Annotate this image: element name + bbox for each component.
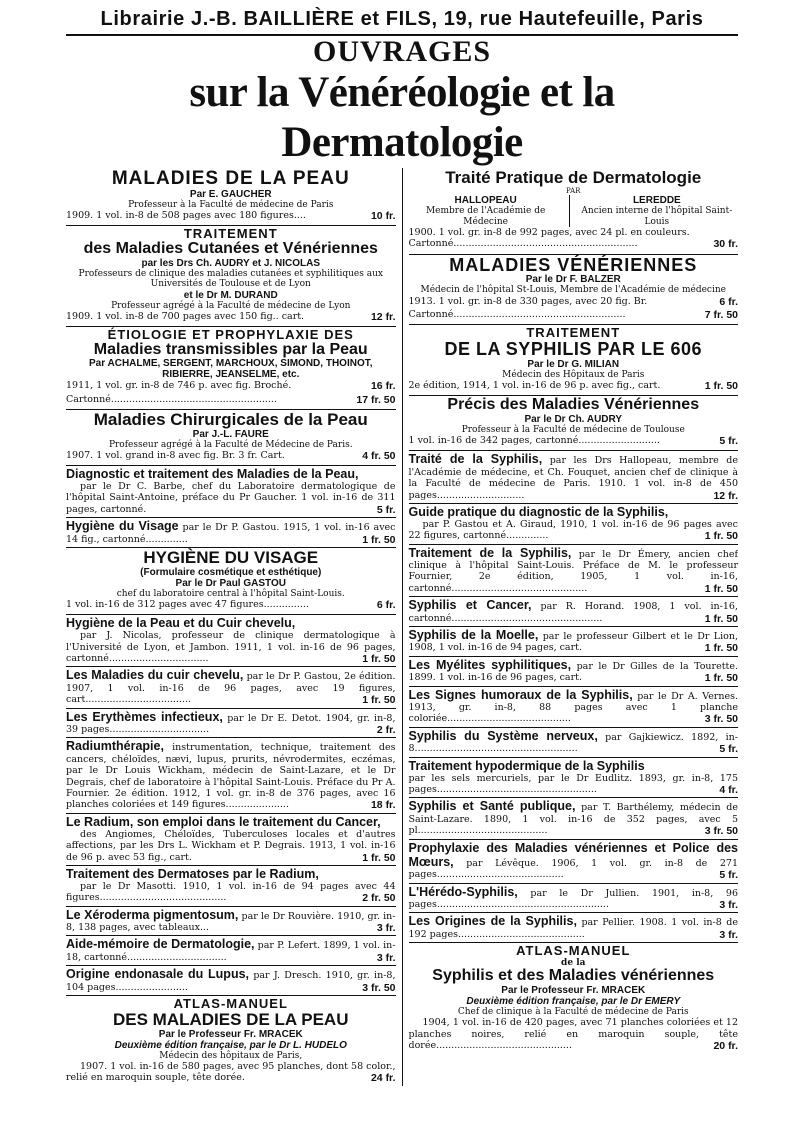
- entry-maladies-peau: [66, 168, 396, 226]
- entry-details-cart: Cartonné............................................................. 30 fr.: [408, 238, 738, 251]
- entry-title: Traité Pratique de Dermatologie: [445, 168, 702, 187]
- page-title-line1: OUVRAGES: [312, 35, 492, 68]
- entry-title: DES MALADIES DE LA PEAU: [112, 1009, 349, 1029]
- entry-price-cart: 17 fr. 50: [356, 393, 396, 406]
- entry-details: 1913. 1 vol. gr. in-8 de 330 pages, avec 20 fig. Br. 6 fr.: [408, 295, 738, 308]
- author-right: LEREDDE Ancien interne de l'hôpital Saint-Louis: [581, 194, 733, 227]
- entry-price: 5 fr.: [719, 743, 738, 756]
- entry-myelites: [409, 657, 739, 687]
- entry-hypodermique: [409, 758, 739, 799]
- entry-title: Syphilis de la Moelle,: [408, 628, 539, 643]
- entry-text: Hygiène du Visage par le Dr P. Gastou. 1915, 1 vol. in-16 avec 14 fig., cartonné.............. 1 fr. 50: [66, 519, 396, 546]
- entry-desc: Médecin des Hôpitaux de Paris: [502, 369, 645, 380]
- entry-price: 4 fr.: [719, 783, 738, 796]
- entry-traite-dermatologie: [409, 168, 739, 255]
- entry-price: 3 fr. 50: [704, 825, 738, 838]
- entry-precis-veneriennes: [409, 396, 739, 451]
- entry-sante-publique: [409, 798, 739, 839]
- entry-author: Par E. GAUCHER: [189, 188, 272, 200]
- entry-text: 1907. 1 vol. in-16 de 580 pages, avec 95 planches, dont 58 color., relié en maroquin souple, tête dorée. 24 fr.: [66, 1060, 396, 1085]
- entry-title: Les Maladies du cuir chevelu,: [66, 668, 244, 683]
- entry-title: Les Signes humoraux de la Syphilis,: [408, 687, 633, 702]
- entry-text: L'Hérédo-Syphilis, par le Dr Jullien. 1901, in-8, 96 pages......................................................... 3 fr.: [408, 884, 738, 912]
- entry-text: Prophylaxie des Maladies vénériennes et Police des Mœurs, par Lévêque. 1906, 1 vol. gr. in-8 de 271 pages.......................................... 5 fr.: [408, 840, 738, 882]
- entry-price: 1 fr. 50: [362, 851, 396, 864]
- entry-title: Le Xéroderma pigmentosum,: [66, 907, 239, 922]
- entry-price: 1 fr. 50: [704, 642, 738, 655]
- entry-title: L'Hérédo-Syphilis,: [408, 884, 518, 899]
- entry-text: par le Dr Masotti. 1910, 1 vol. in-16 de 94 pages avec 44 figures.......................................... 2 fr. 50: [66, 880, 396, 905]
- entry-subtitle: (Formulaire cosmétique et esthétique): [140, 566, 322, 578]
- entry-par: PAR: [566, 186, 581, 195]
- entry-title: Syphilis et Cancer,: [408, 598, 532, 613]
- entry-title: Traité de la Syphilis,: [408, 452, 543, 467]
- entry-title: des Maladies Cutanées et Vénériennes: [83, 240, 378, 258]
- entry-author: Par le Dr F. BALZER: [525, 274, 621, 286]
- entry-text: des Angiomes, Chéloïdes, Tuberculoses locales et d'autres affections, par les Drs L. Wickham et P. Degrais. 1913, 1 vol. in-16 de 96 p. avec 53 fig., cart. 1 fr. 50: [66, 828, 396, 864]
- entry-title: Syphilis et Santé publique,: [408, 799, 576, 814]
- entry-radiumtherapie: [66, 738, 396, 813]
- entry-text: Radiumthérapie, instrumentation, technique, traitement des cancers, chéloïdes, nævi, lupus, prurits, névrodermites, eczémas, par le Dr Louis Wickham, médecin de Saint-Lazare, et le Dr Degrais, chef de laboratoire à l'hôpital Saint-Louis. Préface du Pr A. Fournier. 2e édition. 1912, 1 vol. gr. in-8 de 376 pages, avec 16 planches coloriées et 149 figures..................... 18 fr.: [66, 739, 396, 812]
- entry-price: 18 fr.: [370, 799, 396, 812]
- entry-price: 1 fr. 50: [704, 672, 738, 685]
- entry-price: 5 fr.: [376, 503, 396, 516]
- entry-pretitle: TRAITEMENT: [183, 226, 278, 242]
- entry-details-cart: Cartonné......................................................... 7 fr. 50: [408, 308, 738, 321]
- entry-desc: Professeur à la Faculté de médecine de Paris: [128, 199, 334, 210]
- entry-diagnostic-peau: [66, 466, 396, 518]
- entry-edition: Deuxième édition française, par le Dr EMERY: [466, 996, 681, 1008]
- entry-author: Par le Dr G. MILIAN: [527, 358, 620, 370]
- entry-desc2: Professeur agrégé à la Faculté de médecine de Lyon: [111, 300, 351, 311]
- columns: [66, 168, 738, 1086]
- entry-title: Guide pratique du diagnostic de la Syphilis,: [408, 504, 669, 519]
- entry-title: MALADIES VÉNÉRIENNES: [449, 254, 698, 275]
- entry-details-cart: Cartonné....................................................... 17 fr. 50: [66, 393, 396, 406]
- entry-author: Par J.-L. FAURE: [192, 428, 269, 440]
- entry-author2: et le Dr M. DURAND: [183, 289, 278, 301]
- entry-price: 24 fr.: [370, 1072, 396, 1085]
- entry-text: Les Maladies du cuir chevelu, par le Dr P. Gastou, 2e édition. 1907, 1 vol. in-16 de 96 pages, avec 19 figures, cart................................... 1 fr. 50: [66, 668, 396, 707]
- entry-text: Les Erythèmes infectieux, par le Dr E. Detot. 1904, gr. in-8, 39 pages................................. 2 fr.: [66, 709, 396, 736]
- entry-text: par P. Gastou et A. Giraud, 1910, 1 vol. in-16 de 96 pages avec 22 figures, cartonné.............. 1 fr. 50: [408, 518, 738, 543]
- entry-pretitle: ATLAS-MANUEL: [173, 996, 288, 1012]
- entry-prophylaxie: [409, 840, 739, 884]
- author-left: HALLOPEAU Membre de l'Académie de Médecine: [425, 194, 546, 227]
- entry-title: Les Erythèmes infectieux,: [66, 709, 223, 724]
- entry-atlas-peau: [66, 996, 396, 1086]
- entry-desc: Médecin de l'hôpital St-Louis, Membre de l'Académie de médecine: [420, 285, 726, 296]
- entry-details: 1900. 1 vol. gr. in-8 de 992 pages, avec 24 pl. en couleurs.: [408, 227, 690, 239]
- entry-author: par les Drs Ch. AUDRY et J. NICOLAS: [141, 257, 321, 269]
- entry-author: Par le Dr Ch. AUDRY: [524, 413, 623, 425]
- entry-text: Les Myélites syphilitiques, par le Dr Gilles de la Tourette. 1899. 1 vol. in-16 de 96 pages, cart. 1 fr. 50: [408, 657, 738, 685]
- entry-price: 10 fr.: [370, 210, 396, 223]
- entry-desc: Professeurs de clinique des maladies cutanées et syphilitiques aux Universités de Toulouse et de Lyon: [78, 268, 383, 290]
- entry-text: Origine endonasale du Lupus, par J. Dresch. 1910, gr. in-8, 104 pages........................ 3 fr. 50: [66, 967, 396, 994]
- entry-text: Syphilis de la Moelle, par le professeur Gilbert et le Dr Lion, 1908, 1 vol. in-16 de 94 pages, cart. 1 fr. 50: [408, 628, 738, 655]
- entry-guide-syphilis: [409, 504, 739, 545]
- entry-price: 3 fr. 50: [362, 981, 396, 994]
- entry-pretitle2: de la: [561, 957, 586, 968]
- entry-price: 1 fr. 50: [362, 694, 396, 707]
- entry-price: 3 fr. 50: [704, 713, 738, 726]
- entry-text: Aide-mémoire de Dermatologie, par P. Lefert. 1899, 1 vol. in-18, cartonné................................. 3 fr.: [66, 937, 396, 964]
- entry-price: 2 fr.: [376, 724, 396, 736]
- entry-details: 1911, 1 vol. gr. in-8 de 746 p. avec fig. Broché. 16 fr.: [66, 380, 396, 393]
- entry-details: 1907. 1 vol. grand in-8 avec fig. Br. 3 fr. Cart. 4 fr. 50: [66, 449, 396, 462]
- entry-hygiene-cuir: [66, 615, 396, 667]
- entry-desc: Médecin des hôpitaux de Paris,: [159, 1050, 303, 1061]
- entry-author: Par le Dr Paul GASTOU: [175, 577, 286, 589]
- entry-price: 3 fr.: [719, 928, 738, 941]
- entry-chirurgicales: [66, 410, 396, 466]
- entry-title: DE LA SYPHILIS PAR LE 606: [444, 338, 703, 359]
- entry-title: HYGIÈNE DU VISAGE: [143, 547, 319, 567]
- author-separator: [569, 195, 570, 227]
- entry-details: 1909. 1 vol. in-8 de 508 pages avec 180 figures.... 10 fr.: [66, 210, 396, 223]
- entry-details: 2e édition, 1914, 1 vol. in-16 de 96 p. avec fig., cart. 1 fr. 50: [408, 379, 738, 392]
- entry-price: 12 fr.: [713, 489, 738, 502]
- entry-title: Traitement des Dermatoses par le Radium,: [66, 866, 319, 881]
- page-title-line2: sur la Vénéréologie et la Dermatologie: [189, 69, 615, 166]
- entry-xeroderma: [66, 907, 396, 937]
- entry-etiologie: [66, 327, 396, 410]
- entry-price: 12 fr.: [370, 310, 396, 323]
- entry-text: Syphilis et Santé publique, par T. Barthélemy, médecin de Saint-Lazare. 1890, 1 vol. in-16 de 352 pages, avec 5 pl........................................... 3 fr. 50: [408, 799, 738, 838]
- entry-title: Traitement de la Syphilis,: [408, 545, 572, 560]
- entry-title: Maladies transmissibles par la Peau: [93, 340, 368, 358]
- entry-price: 5 fr.: [719, 869, 738, 882]
- entry-syphilis-606: [409, 325, 739, 396]
- entry-price: 5 fr.: [719, 435, 738, 448]
- entry-price: 3 fr.: [376, 951, 396, 964]
- entry-price: 4 fr. 50: [362, 449, 396, 462]
- entry-signes-humoraux: [409, 687, 739, 728]
- entry-heredo-syphilis: [409, 884, 739, 914]
- entry-authors: Par ACHALME, SERGENT, MARCHOUX, SIMOND, THOINOT, RIBIERRE, JEANSELME, etc.: [88, 358, 373, 381]
- entry-title: Le Radium, son emploi dans le traitement du Cancer,: [66, 814, 381, 829]
- entry-dermatoses-radium: [66, 866, 396, 907]
- right-column: [403, 168, 739, 1086]
- entry-text: Syphilis et Cancer, par R. Horand. 1908, 1 vol. in-16, cartonné.................................................. 1 fr. 50: [408, 598, 738, 625]
- entry-desc: chef du laboratoire central à l'hôpital Saint-Louis.: [116, 588, 345, 599]
- entry-text: Les Origines de la Syphilis, par Pellier. 1908. 1 vol. in-8 de 192 pages.......................................... 3 fr.: [408, 914, 738, 941]
- entry-price: 6 fr.: [719, 295, 738, 308]
- entry-price: 1 fr. 50: [704, 530, 738, 543]
- entry-syphilis-moelle: [409, 627, 739, 657]
- entry-traite-syphilis: [409, 451, 739, 504]
- entry-text: 1904, 1 vol. in-16 de 420 pages, avec 71 planches coloriées et 12 planches noires, relié en maroquin souple, tête dorée............................................. 20 fr.: [408, 1017, 738, 1053]
- entry-desc: Professeur à la Faculté de médecine de Toulouse: [461, 424, 685, 435]
- entry-details: 1 vol. in-16 de 312 pages avec 47 figures............... 6 fr.: [66, 599, 396, 612]
- entry-title: MALADIES DE LA PEAU: [111, 168, 350, 189]
- entry-desc: Professeur agrégé à la Faculté de Médecine de Paris.: [108, 439, 353, 450]
- entry-price: 3 fr.: [376, 922, 396, 935]
- entry-radium-cancer: [66, 814, 396, 866]
- entry-pretitle: ÉTIOLOGIE ET PROPHYLAXIE DES: [107, 327, 354, 342]
- entry-price: 1 fr. 50: [362, 653, 396, 666]
- entry-aide-memoire: [66, 936, 396, 966]
- entry-title: Maladies Chirurgicales de la Peau: [93, 409, 368, 429]
- entry-price: 1 fr. 50: [704, 612, 738, 625]
- entry-title: Syphilis du Système nerveux,: [408, 728, 598, 743]
- left-column: [66, 168, 403, 1086]
- entry-traitement-syphilis: [409, 545, 739, 598]
- entry-text: par les sels mercuriels, par le Dr Eudlitz. 1893, gr. in-8, 175 pages..................................................... 4 fr.: [408, 772, 738, 796]
- entry-atlas-syphilis: [409, 943, 739, 1053]
- entry-price: 20 fr.: [713, 1040, 738, 1053]
- entry-text: Traitement de la Syphilis, par le Dr Émery, ancien chef clinique à l'hôpital Saint-Louis. Préface de M. le professeur Fournier, 2e édition, 1905, 1 vol. in-16, cartonné............................................. 1 fr. 50: [408, 545, 738, 595]
- entry-systeme-nerveux: [409, 728, 739, 758]
- entry-price: 16 fr.: [370, 380, 396, 393]
- entry-title: Les Myélites syphilitiques,: [408, 657, 572, 672]
- entry-edition: Deuxième édition française, par le Dr L. HUDELO: [114, 1039, 347, 1051]
- entry-price: 1 fr. 50: [704, 582, 738, 595]
- entry-title: Syphilis et des Maladies vénériennes: [432, 967, 715, 985]
- entry-text: Syphilis du Système nerveux, par Gajkiewicz. 1892, in-8...................................................... 5 fr.: [408, 728, 738, 756]
- entry-syphilis-cancer: [409, 597, 739, 627]
- entry-title: Traitement hypodermique de la Syphilis: [408, 758, 645, 773]
- publisher-header: Librairie J.-B. BAILLIÈRE et FILS, 19, rue Hautefeuille, Paris: [100, 8, 704, 30]
- entry-title: Les Origines de la Syphilis,: [408, 914, 577, 929]
- entry-title: Radiumthérapie,: [66, 739, 164, 754]
- entry-author: Par le Professeur Fr. MRACEK: [501, 985, 646, 997]
- entry-text: Les Signes humoraux de la Syphilis, par le Dr A. Vernes. 1913, gr. in-8, 88 pages avec 1 planche coloriée......................................... 3 fr. 50: [408, 687, 738, 726]
- entry-title: Aide-mémoire de Dermatologie,: [66, 937, 255, 952]
- entry-hygiene-visage-formulaire: [66, 548, 396, 615]
- entry-price: 30 fr.: [713, 238, 738, 251]
- entry-price: 1 fr. 50: [362, 533, 396, 546]
- entry-maladies-veneriennes: [409, 255, 739, 325]
- entry-traitement-cutanees: [66, 226, 396, 327]
- entry-desc: Chef de clinique à la Faculté de médecine de Paris: [457, 1007, 689, 1018]
- entry-text: Le Xéroderma pigmentosum, par le Dr Rouvière. 1910, gr. in-8, 138 pages, avec tableaux... 3 fr.: [66, 907, 396, 935]
- entry-authors: [409, 195, 739, 227]
- entry-text: par le Dr C. Barbe, chef du Laboratoire dermatologique de l'hôpital Saint-Antoine, préface du Pr Gaucher. 1 vol. in-16 de 311 pages, cartonné. 5 fr.: [66, 481, 396, 516]
- entry-pretitle: ATLAS-MANUEL: [516, 943, 631, 959]
- entry-pretitle: TRAITEMENT: [526, 325, 621, 341]
- entry-title: Origine endonasale du Lupus,: [66, 967, 250, 982]
- entry-price: 2 fr. 50: [362, 892, 396, 905]
- entry-text: Traité de la Syphilis, par les Drs Hallopeau, membre de l'Académie de médecine, et Ch. Fouquet, ancien chef de clinique à la Faculté de médecine de Paris. 1910. 1 vol. in-8 de 450 pages............................. 12 fr.: [408, 452, 738, 502]
- entry-details: 1909. 1 vol. in-8 de 700 pages avec 150 fig.. cart. 12 fr.: [66, 310, 396, 323]
- entry-text: par J. Nicolas, professeur de clinique dermatologique à l'Université de Lyon, et Jambon. 1911, 1 vol. in-16 de 96 pages, cartonné................................. 1 fr. 50: [66, 630, 396, 666]
- entry-price: 3 fr.: [719, 899, 738, 912]
- entry-title: Hygiène de la Peau et du Cuir chevelu,: [66, 616, 296, 631]
- entry-price: 1 fr. 50: [704, 379, 738, 392]
- entry-origines-syphilis: [409, 913, 739, 943]
- entry-price-cart: 7 fr. 50: [704, 308, 738, 321]
- entry-title: Prophylaxie des Maladies vénériennes et Police des Mœurs,: [408, 840, 738, 869]
- entry-author: Par le Professeur Fr. MRACEK: [158, 1028, 303, 1040]
- entry-title: Précis des Maladies Vénériennes: [447, 396, 700, 414]
- entry-hygiene-visage: [66, 518, 396, 548]
- entry-details: 1 vol. in-16 de 342 pages, cartonné........................... 5 fr.: [408, 435, 738, 448]
- entry-title: Hygiène du Visage: [66, 519, 179, 534]
- entry-lupus: [66, 966, 396, 996]
- entry-erythemes: [66, 709, 396, 739]
- entry-title: Diagnostic et traitement des Maladies de la Peau,: [66, 467, 359, 481]
- entry-price: 6 fr.: [376, 599, 396, 612]
- entry-cuir-chevelu: [66, 667, 396, 708]
